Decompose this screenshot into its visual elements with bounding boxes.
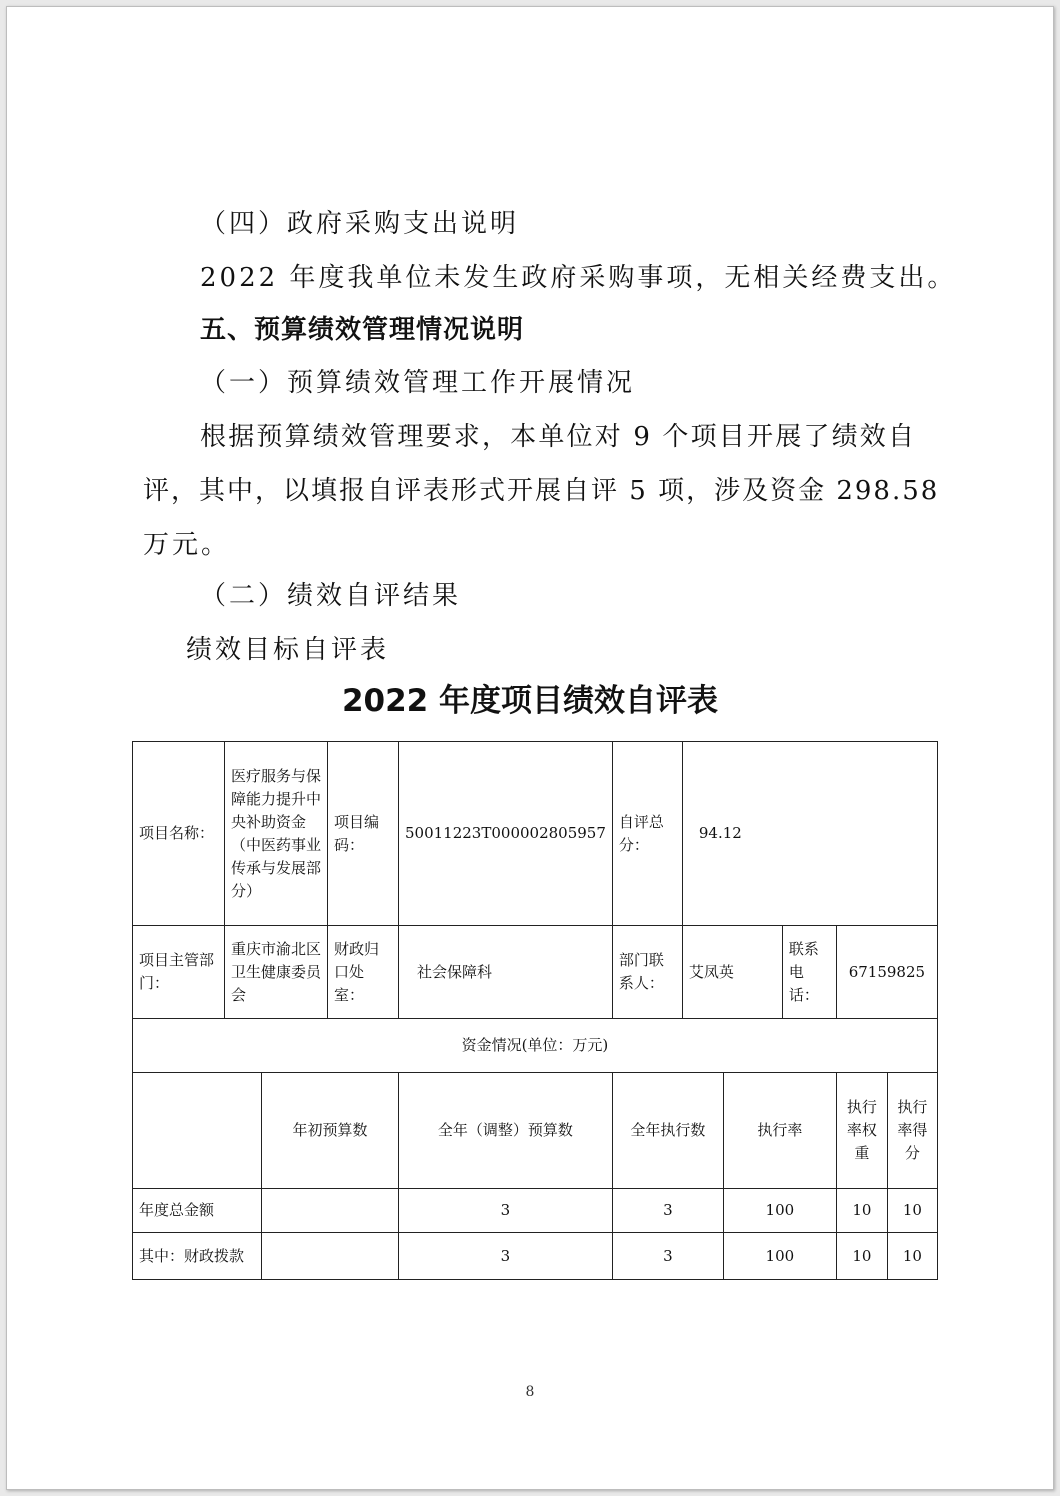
table-row xyxy=(133,1189,938,1233)
header-rate-weight: 执行率权重 xyxy=(836,1073,887,1189)
finance-office-value: 社会保障科 xyxy=(399,926,613,1019)
header-adjusted-budget: 全年（调整）预算数 xyxy=(399,1073,613,1189)
initial-budget-cell xyxy=(262,1233,399,1280)
funds-header-row xyxy=(133,1073,938,1189)
rate-score-cell: 10 xyxy=(887,1189,937,1233)
finance-office-label: 财政归口处室： xyxy=(328,926,399,1019)
header-execution-rate: 执行率 xyxy=(723,1073,836,1189)
adjusted-budget-cell: 3 xyxy=(399,1189,613,1233)
header-rate-score: 执行率得分 xyxy=(887,1073,937,1189)
phone-label: 联系电话： xyxy=(782,926,836,1019)
paragraph-line-2: 评，其中，以填报自评表形式开展自评 5 项，涉及资金 298.58 xyxy=(143,476,940,506)
project-name-value: 医疗服务与保障能力提升中央补助资金（中医药事业传承与发展部分） xyxy=(225,742,328,926)
executed-cell: 3 xyxy=(612,1233,723,1280)
self-score-label: 自评总分： xyxy=(612,742,682,926)
performance-table xyxy=(132,741,938,1280)
contact-label: 部门联系人： xyxy=(612,926,682,1019)
header-blank xyxy=(133,1073,262,1189)
project-code-label: 项目编码： xyxy=(328,742,399,926)
table-title: 2022 年度项目绩效自评表 xyxy=(341,683,719,719)
section-5-heading: 五、预算绩效管理情况说明 xyxy=(200,315,525,345)
funds-title-row xyxy=(133,1019,938,1073)
department-value: 重庆市渝北区卫生健康委员会 xyxy=(225,926,328,1019)
rate-weight-cell: 10 xyxy=(836,1233,887,1280)
row-label: 其中：财政拨款 xyxy=(133,1233,262,1280)
header-executed: 全年执行数 xyxy=(612,1073,723,1189)
row-label: 年度总金额 xyxy=(133,1189,262,1233)
executed-cell: 3 xyxy=(612,1189,723,1233)
paragraph-line-1: 根据预算绩效管理要求，本单位对 9 个项目开展了绩效自 xyxy=(200,422,916,452)
rate-score-cell: 10 xyxy=(887,1233,937,1280)
paragraph-line-3: 万元。 xyxy=(143,530,231,560)
project-info-row xyxy=(133,742,938,926)
project-code-value: 50011223T000002805957 xyxy=(399,742,613,926)
department-row xyxy=(133,926,938,1019)
section-4-heading: （四）政府采购支出说明 xyxy=(200,209,520,239)
project-name-label: 项目名称： xyxy=(133,742,225,926)
department-label: 项目主管部门： xyxy=(133,926,225,1019)
phone-value: 67159825 xyxy=(836,926,937,1019)
self-score-value: 94.12 xyxy=(682,742,937,926)
funds-title: 资金情况(单位：万元) xyxy=(133,1019,938,1073)
subsection-1-heading: （一）预算绩效管理工作开展情况 xyxy=(200,368,636,398)
execution-rate-cell: 100 xyxy=(723,1233,836,1280)
table-row xyxy=(133,1233,938,1280)
execution-rate-cell: 100 xyxy=(723,1189,836,1233)
procurement-statement: 2022 年度我单位未发生政府采购事项，无相关经费支出。 xyxy=(200,263,957,293)
contact-value: 艾凤英 xyxy=(682,926,782,1019)
subsection-2-heading: （二）绩效自评结果 xyxy=(200,581,462,611)
rate-weight-cell: 10 xyxy=(836,1189,887,1233)
initial-budget-cell xyxy=(262,1189,399,1233)
page-number: 8 xyxy=(525,1384,535,1400)
table-caption: 绩效目标自评表 xyxy=(186,635,390,665)
header-initial-budget: 年初预算数 xyxy=(262,1073,399,1189)
adjusted-budget-cell: 3 xyxy=(399,1233,613,1280)
